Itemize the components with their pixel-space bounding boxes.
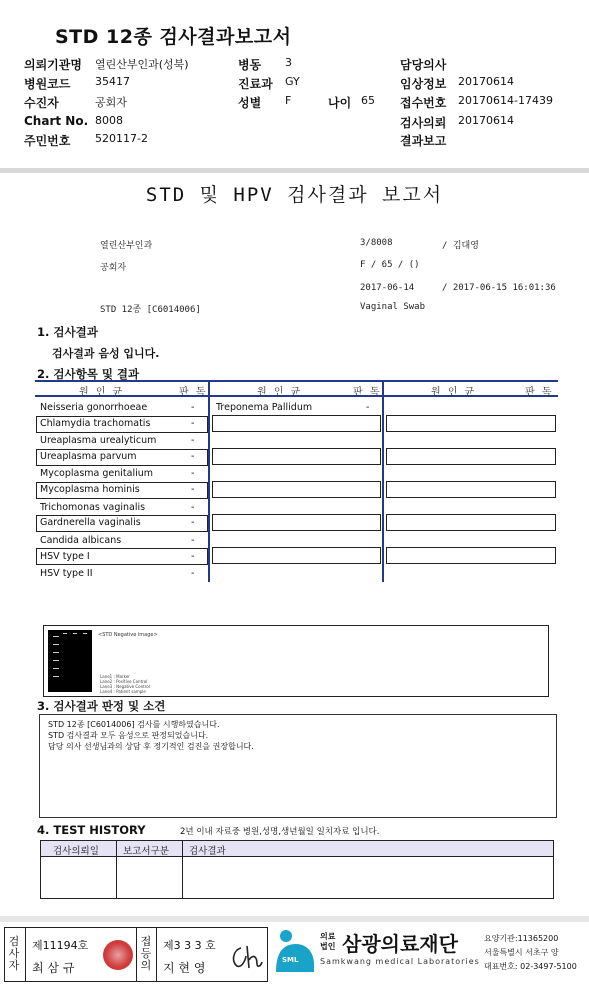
pathogen-name: Candida albicans [40, 535, 122, 546]
info-hospital: 열린산부인과 [100, 241, 153, 251]
pathogen-result: - [191, 402, 195, 413]
pathogen-result: - [191, 568, 195, 579]
gel-electrophoresis-image [48, 630, 92, 692]
empty-row-box [212, 547, 381, 564]
opinion-line: STD 검사결과 모두 음성으로 판정되었습니다. [48, 731, 209, 740]
info-received-date: 2017-06-14 [360, 283, 415, 293]
divider [25, 928, 26, 981]
col-result-header: 판 독 [353, 387, 382, 398]
field-label: 임상정보 [400, 77, 447, 91]
field-value: 20170614-17439 [458, 94, 553, 107]
history-col-header: 검사의뢰일 [53, 846, 99, 857]
col-result-header: 판 독 [525, 387, 554, 398]
empty-row-box [386, 415, 556, 432]
section2-heading: 2. 검사항목 및 결과 [37, 367, 140, 381]
logo-text: SML [282, 956, 299, 964]
pathogen-name: Ureaplasma parvum [40, 451, 137, 462]
pathogen-name: Gardnerella vaginalis [40, 517, 141, 528]
info-patient: 공회자 [100, 263, 127, 273]
history-table-header [41, 841, 553, 857]
sml-logo-icon [272, 928, 318, 974]
results-table-header [35, 380, 558, 397]
pathogen-name: Mycoplasma genitalium [40, 468, 154, 479]
pathogen-result: - [191, 502, 195, 513]
field-value: 열린산부인과(성북) [95, 58, 189, 71]
field-value: 3 [285, 56, 292, 69]
org-name: 삼광의료재단 [342, 932, 458, 956]
field-label: 접수번호 [400, 96, 447, 110]
pathogen-result: - [191, 468, 195, 479]
empty-row-box [212, 448, 381, 465]
approver-license: 제3 3 3 호 [163, 939, 216, 952]
footer-divider [0, 916, 589, 922]
column-divider [208, 382, 210, 582]
opinion-line: STD 12종 [C6014006] 검사를 시행하였습니다. [48, 720, 220, 729]
field-value: 520117-2 [95, 132, 148, 145]
field-label: 진료과 [238, 77, 273, 91]
seal-stamp-icon [103, 940, 133, 970]
column-divider [182, 841, 183, 898]
pathogen-name: Mycoplasma hominis [40, 484, 140, 495]
info-chart: 3/8008 [360, 238, 393, 248]
history-table [40, 840, 554, 899]
field-label: 나이 [328, 96, 352, 110]
divider [156, 928, 157, 981]
gel-image-legend: Lane1 : Marker Lane2 : Positive Control Lane3 : Negative Control Lane4 : Patient sample [100, 674, 150, 694]
field-label: 의뢰기관명 [24, 58, 82, 72]
opinion-box [39, 714, 557, 818]
report-main-title: STD 12종 검사결과보고서 [55, 26, 292, 48]
field-value: 공회자 [95, 96, 127, 109]
info-test-code: STD 12종 [C6014006] [100, 305, 201, 315]
pathogen-result: - [191, 535, 195, 546]
info-sex-age: F / 65 / () [360, 260, 420, 270]
col-pathogen-header: 원 인 균 [79, 387, 125, 398]
column-divider [382, 382, 384, 582]
pathogen-result: - [366, 402, 370, 413]
field-value: 35417 [95, 75, 130, 88]
empty-row-box [212, 514, 381, 531]
pathogen-name: HSV type I [40, 551, 90, 562]
empty-row-box [386, 448, 556, 465]
empty-row-box [212, 415, 381, 432]
empty-row-box [386, 547, 556, 564]
pathogen-name: Ureaplasma urealyticum [40, 435, 157, 446]
report-title: STD 및 HPV 검사결과 보고서 [145, 184, 444, 206]
section1-heading: 1. 검사결과 [37, 325, 98, 339]
field-value: 20170614 [458, 114, 514, 127]
tester-label: 검사자 [8, 935, 20, 972]
field-label: 결과보고 [400, 134, 447, 148]
divider [136, 928, 137, 981]
field-label: 성별 [238, 96, 262, 110]
empty-row-box [386, 481, 556, 498]
history-note: 2년 이내 자료중 병원,성명,생년월일 일치자료 입니다. [180, 827, 380, 837]
col-pathogen-header: 원 인 균 [431, 387, 477, 398]
info-reported-date: / 2017-06-15 16:01:36 [442, 283, 556, 293]
field-label: 병동 [238, 58, 262, 72]
gel-image-caption: <STD Negative image> [98, 632, 158, 638]
pathogen-name: Neisseria gonorrhoeae [40, 402, 148, 413]
field-label: 수진자 [24, 96, 59, 110]
result-summary: 검사결과 음성 입니다. [52, 347, 160, 360]
section3-heading: 3. 검사결과 판정 및 소견 [37, 699, 166, 713]
org-code: 요양기관:11365200 [484, 934, 559, 943]
field-label: Chart No. [24, 114, 89, 128]
approver-label: 접등의 [140, 935, 152, 972]
field-label: 담당의사 [400, 58, 447, 72]
column-divider [116, 841, 117, 898]
pathogen-result: - [191, 484, 195, 495]
field-label: 주민번호 [24, 134, 71, 148]
field-label: 병원코드 [24, 77, 71, 91]
history-col-header: 검사결과 [189, 846, 226, 857]
field-value: F [285, 94, 292, 107]
org-english-name: Samkwang medical Laboratories [320, 957, 480, 966]
signature-icon [227, 942, 263, 972]
field-label: 검사의뢰 [400, 116, 447, 130]
info-specimen: Vaginal Swab [360, 302, 426, 312]
section4-heading: 4. TEST HISTORY [37, 823, 146, 837]
gel-image-panel [43, 625, 549, 697]
pathogen-name: Chlamydia trachomatis [40, 418, 151, 429]
field-value: 65 [361, 94, 375, 107]
pathogen-name: HSV type II [40, 568, 93, 579]
pathogen-result: - [191, 435, 195, 446]
field-value: GY [285, 75, 300, 88]
approver-name: 지 현 영 [163, 961, 206, 975]
info-doctor: / 김대영 [442, 241, 479, 251]
pathogen-name: Trichomonas vaginalis [40, 502, 146, 513]
opinion-line: 담당 의사 선생님과의 상담 후 정기적인 검진을 권장합니다. [48, 742, 254, 751]
signature-box [4, 927, 268, 982]
col-result-header: 판 독 [179, 387, 208, 398]
org-type: 의료법인 [320, 932, 336, 951]
pathogen-result: - [191, 551, 195, 562]
pathogen-result: - [191, 451, 195, 462]
pathogen-result: - [191, 517, 195, 528]
empty-row-box [212, 481, 381, 498]
field-value: 20170614 [458, 75, 514, 88]
header-divider [0, 168, 589, 173]
org-phone: 대표번호: 02-3497-5100 [484, 962, 577, 971]
tester-name: 최 삼 규 [32, 961, 75, 975]
pathogen-name: Treponema Pallidum [216, 402, 313, 413]
empty-row-box [386, 514, 556, 531]
org-address: 서울특별시 서초구 양 [484, 948, 559, 957]
history-col-header: 보고서구분 [123, 846, 169, 857]
col-pathogen-header: 원 인 균 [257, 387, 303, 398]
tester-license: 제11194호 [32, 939, 89, 952]
field-value: 8008 [95, 114, 123, 127]
pathogen-result: - [191, 418, 195, 429]
